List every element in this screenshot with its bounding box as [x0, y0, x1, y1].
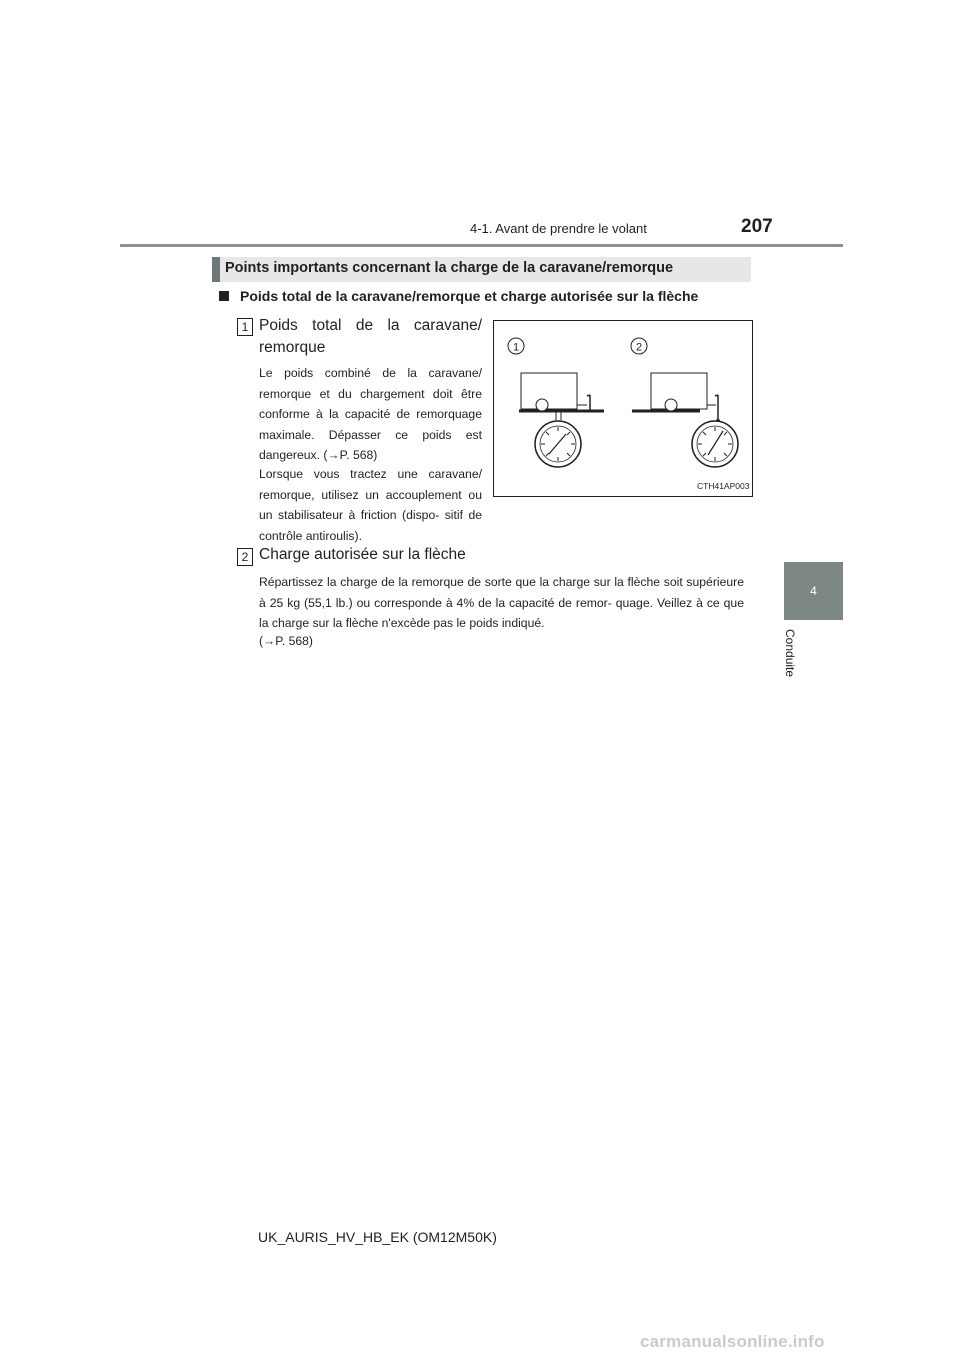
item-number-1: 1	[237, 318, 253, 336]
trailer-right-icon	[632, 373, 720, 420]
item-2-title: Charge autorisée sur la flèche	[259, 546, 466, 563]
page-number: 207	[741, 216, 773, 237]
item-2-paragraph: Répartissez la charge de la remorque de sorte que la charge sur la flèche soit supérieure à 25 kg (55,1 lb.) ou corresponde à 4% de la capacité de remor- quage. Veillez à ce que la charge sur la flèche n'excède pas le poids indiqué.	[259, 575, 744, 630]
item-1-paragraph-1: Le poids combiné de la caravane/ remorque et du chargement doit être conforme à la capacité de remorquage maximale. Dépasser ce poids est dangereux. (→P. 568)	[259, 366, 482, 462]
scale-gauge-right-icon	[692, 421, 738, 467]
trailer-scale-illustration	[494, 321, 752, 496]
chapter-label	[775, 629, 815, 689]
document-code-footer: UK_AURIS_HV_HB_EK (OM12M50K)	[258, 1229, 497, 1245]
scale-gauge-left-icon	[535, 421, 581, 467]
trailer-weight-figure	[493, 320, 753, 497]
trailer-left-icon	[519, 373, 604, 420]
figure-code: CTH41AP003	[697, 481, 750, 491]
item-1-title: Poids total de la caravane/ remorque	[259, 317, 482, 356]
figure-label-2: 2	[635, 341, 643, 354]
header-section-title: 4-1. Avant de prendre le volant	[470, 221, 647, 236]
section-title-accent	[212, 257, 220, 282]
chapter-label-text: Conduite	[783, 629, 797, 678]
item-number-2: 2	[237, 548, 253, 566]
figure-label-1: 1	[512, 341, 520, 354]
watermark: carmanualsonline.info	[640, 1332, 825, 1351]
item-1-paragraph-2: Lorsque vous tractez une caravane/ remorque, utilisez un accouplement ou un stabilisateur à friction (dispo- sitif de contrôle antiroulis).	[259, 467, 482, 543]
item-2-page-reference[interactable]: (→P. 568)	[259, 634, 313, 648]
subheading: Poids total de la caravane/remorque et charge autorisée sur la flèche	[240, 288, 699, 304]
section-title: Points importants concernant la charge de la caravane/remorque	[225, 260, 674, 276]
chapter-tab[interactable]: 4	[784, 562, 843, 620]
square-bullet-icon	[219, 291, 229, 301]
header-rule	[120, 244, 843, 247]
